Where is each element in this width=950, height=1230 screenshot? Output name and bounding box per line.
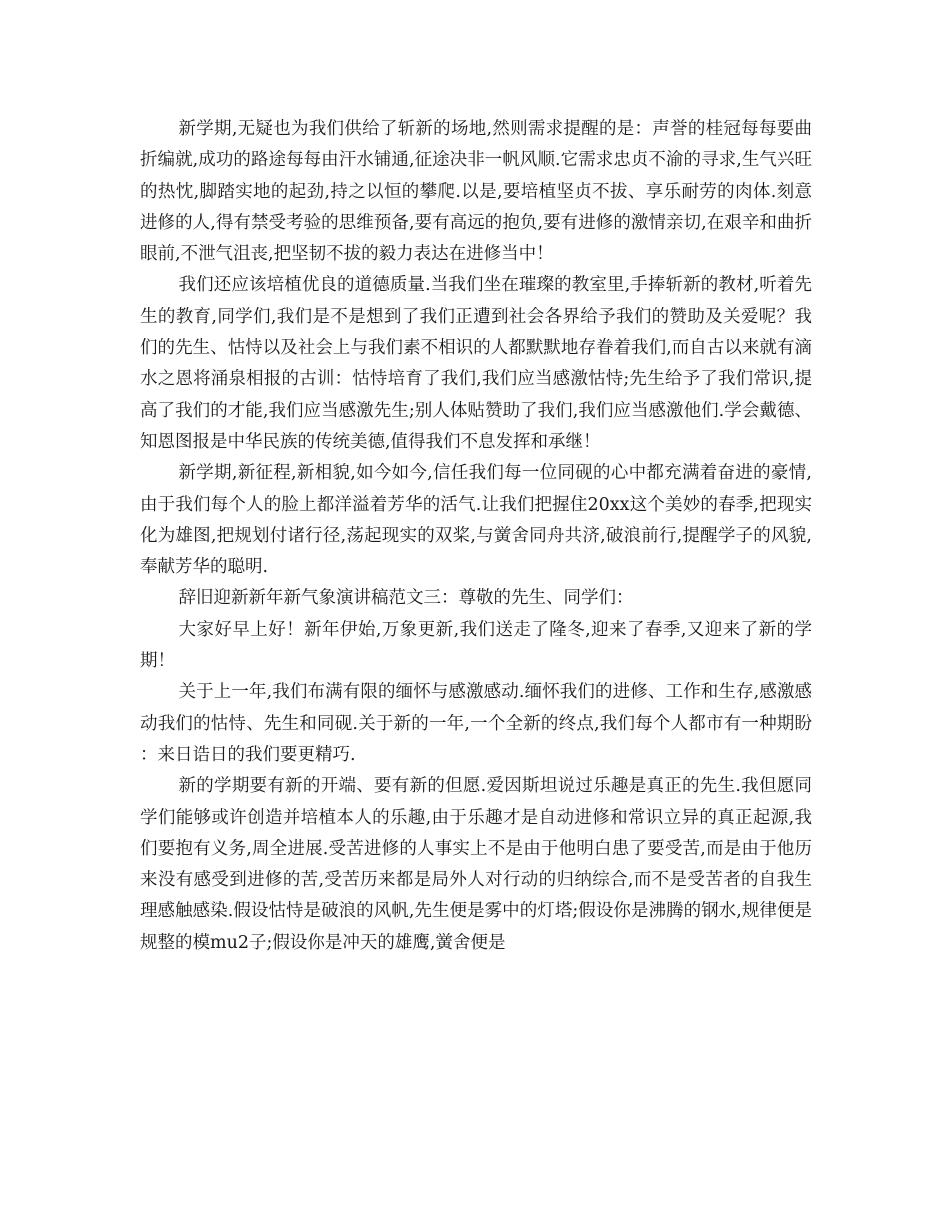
paragraph-4: 辞旧迎新新年新气象演讲稿范文三：尊敬的先生、同学们：	[178, 588, 634, 609]
paragraph-1: 新学期,无疑也为我们供给了斩新的场地,然则需求提醒的是：声誉的桂冠每每要曲折编就,成功的路途每每由汗水铺通,征途决非一帆风顺.它需求忠贞不渝的寻求,生气兴旺的热忱,脚踏实地的起劲,持之以恒的攀爬.以是,要培植坚贞不拔、享乐耐劳的肉体.刻意进修的人,得有禁受考验的思维预备,要有高远的抱负,要有进修的激情亲切,在艰辛和曲折眼前,不泄气沮丧,把坚韧不拔的毅力表达在进修当中！	[140, 119, 812, 265]
paragraph-7: 新的学期要有新的开端、要有新的但愿.爱因斯坦说过乐趣是真正的先生.我但愿同学们能够或许创造并培植本人的乐趣,由于乐趣才是自动进修和常识立异的真正起源,我们要抱有义务,周全进展.受苦进修的人事实上不是由于他明白患了要受苦,而是由于他历来没有感受到进修的苦,受苦历来都是局外人对行动的归纳综合,而不是受苦者的自我生理感触感染.假设怙恃是破浪的风帆,先生便是雾中的灯塔;假设你是沸腾的钢水,规律便是规整的模mu2子;假设你是冲天的雄鹰,黉舍便是	[140, 776, 812, 953]
paragraph-6: 关于上一年,我们布满有限的缅怀与感激感动.缅怀我们的进修、工作和生存,感激感动我们的怙恃、先生和同砚.关于新的一年,一个全新的终点,我们每个人都市有一种期盼：来日诰日的我们要更精巧.	[140, 682, 812, 765]
paragraph-5: 大家好早上好！新年伊始,万象更新,我们送走了隆冬,迎来了春季,又迎来了新的学期！	[140, 619, 812, 672]
paragraph-2: 我们还应该培植优良的道德质量.当我们坐在璀璨的教室里,手捧斩新的教材,听着先生的教育,同学们,我们是不是想到了我们正遭到社会各界给予我们的赞助及关爱呢？我们的先生、怙恃以及社会上与我们素不相识的人都默默地存眷着我们,而自古以来就有滴水之恩将涌泉相报的古训：怙恃培育了我们,我们应当感激怙恃;先生给予了我们常识,提高了我们的才能,我们应当感激先生;别人体贴赞助了我们,我们应当感激他们.学会戴德、知恩图报是中华民族的传统美德,值得我们不息发挥和承继！	[140, 275, 812, 452]
paragraph-3: 新学期,新征程,新相貌,如今如今,信任我们每一位同砚的心中都充满着奋进的豪情,由于我们每个人的脸上都洋溢着芳华的活气.让我们把握住20xx这个美妙的春季,把现实化为雄图,把规划付诸行径,荡起现实的双桨,与黉舍同舟共济,破浪前行,提醒学子的风貌,奉献芳华的聪明.	[140, 463, 812, 578]
document-page	[140, 114, 812, 959]
